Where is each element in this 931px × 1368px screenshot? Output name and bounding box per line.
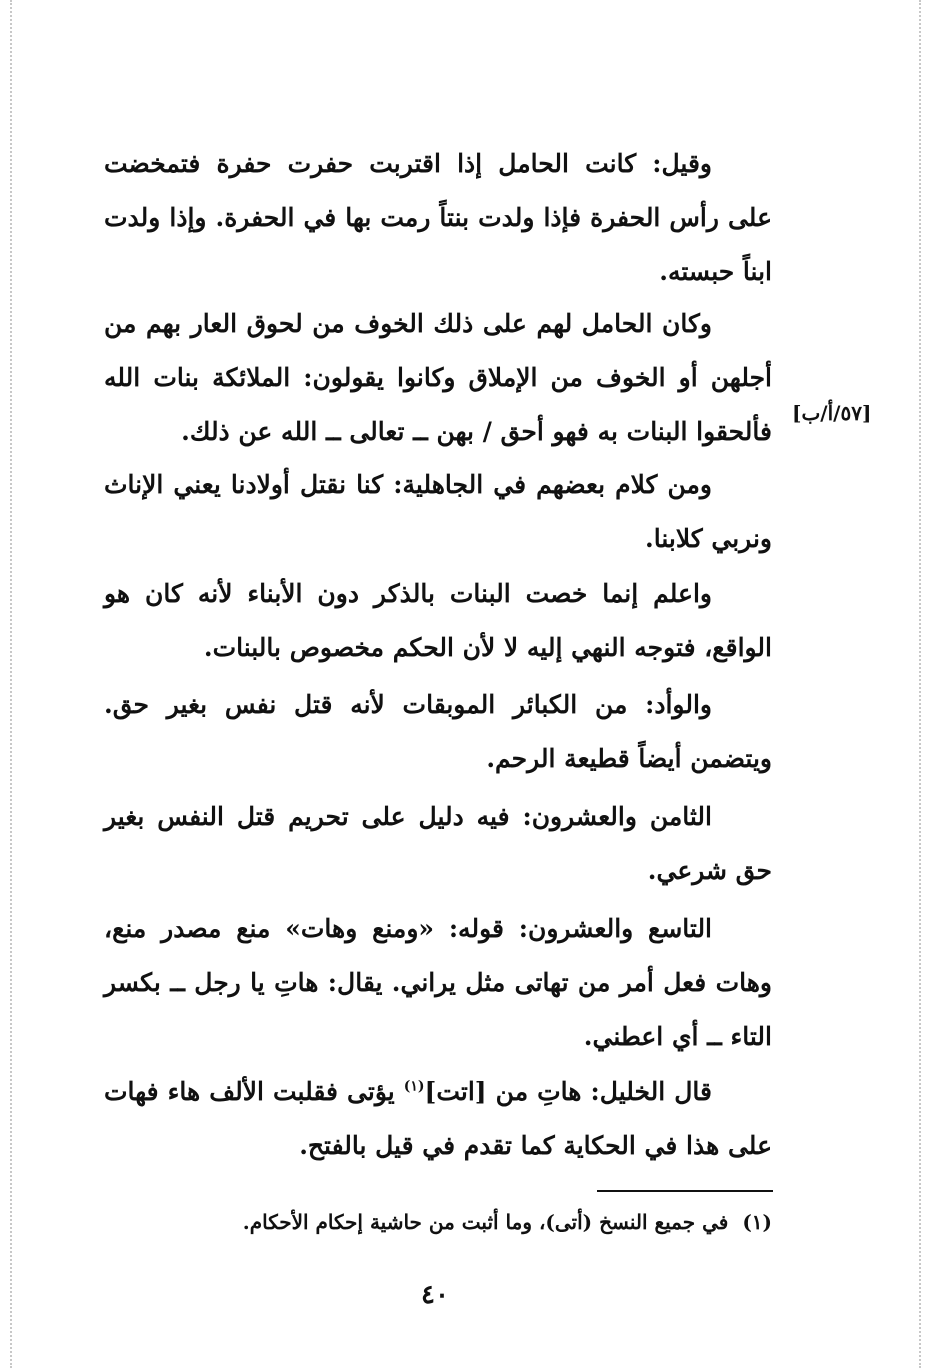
scan-edge-left: [10, 0, 12, 1368]
paragraph-8-text-after: يؤتى فقلبت الألف هاء فهات على هذا في الحكاية كما تقدم في قيل بالفتح.: [104, 1077, 772, 1160]
paragraph-6: [104, 790, 772, 898]
paragraph-7-lead: التاسع والعشرون:: [518, 914, 713, 943]
footnote-number: (١): [742, 1210, 772, 1234]
paragraph-8-text-before: قال الخليل: هاتِ من [اتت]: [424, 1077, 712, 1106]
paragraph-7-text: قوله: «ومنع وهات» منع مصدر منع، وهات فعل أمر من تهاتى مثل يراني. يقال: هاتِ يا رجل ــ بكسر التاء ــ أي اعطني.: [104, 914, 772, 1051]
paragraph-1-text: وقيل: كانت الحامل إذا اقتربت حفرت حفرة فتمخضت على رأس الحفرة فإذا ولدت بنتاً رمت بها في الحفرة. وإذا ولدت ابناً حبسته.: [104, 149, 772, 286]
paragraph-4: [104, 567, 772, 675]
paragraph-6-text: فيه دليل على تحريم قتل النفس بغير حق شرعي.: [104, 802, 772, 885]
manuscript-folio-marker: [٥٧/أ/ب]: [792, 401, 872, 425]
paragraph-3: [104, 458, 772, 566]
footnote-divider: [597, 1190, 773, 1192]
footnote-text: في جميع النسخ (أتى)، وما أثبت من حاشية إحكام الأحكام.: [242, 1210, 729, 1234]
paragraph-3-text: ومن كلام بعضهم في الجاهلية: كنا نقتل أولادنا يعني الإناث ونربي كلابنا.: [104, 470, 772, 553]
paragraph-2-text: وكان الحامل لهم على ذلك الخوف من لحوق العار بهم من أجلهن أو الخوف من الإملاق وكانوا يقولون: الملائكة بنات الله فألحقوا البنات به فهو أحق / بهن ــ تعالى ــ الله عن ذلك.: [104, 309, 772, 446]
paragraph-5-text: والوأد: من الكبائر الموبقات لأنه قتل نفس بغير حق. ويتضمن أيضاً قطيعة الرحم.: [104, 690, 772, 773]
paragraph-6-lead: الثامن والعشرون:: [522, 802, 712, 831]
paragraph-5: [104, 678, 772, 786]
scan-edge-right: [919, 0, 921, 1368]
paragraph-1: [104, 137, 772, 299]
footnote: [104, 1207, 772, 1237]
paragraph-2: [104, 297, 772, 459]
paragraph-7: [104, 902, 772, 1064]
footnote-reference[interactable]: (١): [403, 1078, 425, 1095]
page-number: ٤٠: [421, 1280, 449, 1310]
paragraph-8: [104, 1065, 772, 1173]
paragraph-4-text: واعلم إنما خصت البنات بالذكر دون الأبناء لأنه كان هو الواقع، فتوجه النهي إليه لا لأن الحكم مخصوص بالبنات.: [104, 579, 772, 662]
